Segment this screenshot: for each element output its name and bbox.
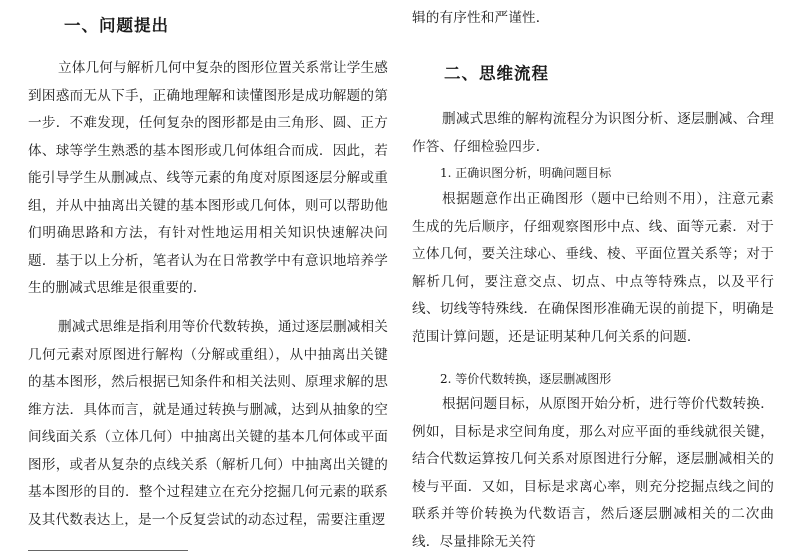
- section-heading-process: 二、思维流程: [444, 64, 549, 83]
- paragraph-process-intro: 删减式思维的解构流程分为识图分析、逐层删减、合理作答、仔细检验四步．: [412, 111, 774, 155]
- subheading-step-2: 2. 等价代数转换，逐层删减图形: [440, 372, 612, 386]
- section-heading-problem: 一、问题提出: [64, 16, 169, 35]
- paragraph-definition: 删减式思维是指利用等价代数转换，通过逐层删减相关几何元素对原图进行解构（分解或重组），从中抽离出关键的基本图形，然后根据已知条件和相关法则、原理求解的思维方法．具体而言，就是通过转换与删减，达到从抽象的空间线面关系（立体几何）中抽离出关键的基本几何体或平面图形，或者从复杂的点线关系（解析几何）中抽离出关键的基本图形的目的．整个过程建立在充分挖掘几何元素的联系及其代数表达上，是一个反复尝试的动态过程，需要注重逻: [28, 319, 388, 528]
- paragraph-continued: 辑的有序性和严谨性．: [412, 10, 550, 26]
- subheading-step-1: 1. 正确识图分析，明确问题目标: [440, 166, 612, 180]
- footnote-divider: [28, 550, 188, 551]
- paragraph-problem: 立体几何与解析几何中复杂的图形位置关系常让学生感到困惑而无从下手，正确地理解和读懂图形是成功解题的第一步．不难发现，任何复杂的图形都是由三角形、圆、正方体、球等学生熟悉的基本图形或几何体组合而成．因此，若能引导学生从删减点、线等元素的角度对原图逐层分解或重组，并从中抽离出关键的基本图形或几何体，则可以帮助他们明确思路和方法，有针对性地运用相关知识快速解决问题．基于以上分析，笔者认为在日常教学中有意识地培养学生的删减式思维是很重要的．: [28, 60, 388, 296]
- paragraph-step-2: 根据问题目标，从原图开始分析，进行等价代数转换．例如，目标是求空间角度，那么对应平面的垂线就很关键，结合代数运算按几何关系对原图进行分解，逐层删减相关的棱与平面．又如，目标是求离心率，则充分挖掘点线之间的联系并等价转换为代数语言，然后逐层删减相关的二次曲线．尽量排除无关符: [412, 396, 774, 550]
- paragraph-step-1: 根据题意作出正确图形（题中已给则不用），注意元素生成的先后顺序，仔细观察图形中点、线、面等元素．对于立体几何，要关注球心、垂线、棱、平面位置关系等；对于解析几何，要注意交点、切点、中点等特殊点，以及平行线、切线等特殊线．在确保图形准确无误的前提下，明确是范围计算问题，还是证明某种几何关系的问题．: [412, 191, 774, 345]
